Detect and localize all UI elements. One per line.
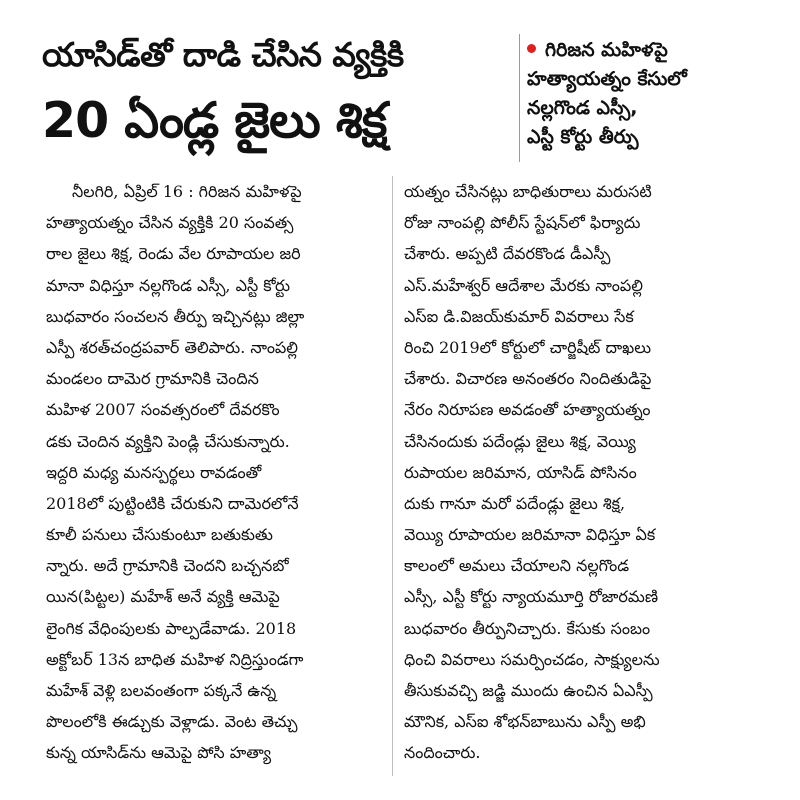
article-line: ఎస్సీ, ఎస్టీ కోర్టు న్యాయమూర్తి రోజారమణి — [404, 587, 659, 607]
article-line: తీసుకువచ్చి జడ్జి ముందు ఉంచిన ఏఎస్పీ — [404, 681, 653, 700]
article-line: రాల జైలు శిక్ష, రెండు వేల రూపాయల జరి — [46, 244, 301, 264]
article-line: 2018లో పుట్టింటికి చేరుకుని దామెరలోనే — [46, 493, 299, 513]
bullet-icon — [527, 44, 536, 53]
article-line: లైంగిక వేధింపులకు పాల్పడేవాడు. 2018 — [46, 618, 297, 638]
article-line: ఎస్ఐ డి.విజయ్‌కుమార్ వివరాలు సేక — [404, 306, 634, 326]
summary-box — [527, 36, 787, 152]
summary-line: ఎస్టీ కోర్టు తీర్పు — [527, 126, 639, 148]
article-column-left — [46, 176, 396, 769]
article-line: బుధవారం సంచలన తీర్పు ఇచ్చినట్లు జిల్లా — [46, 306, 305, 326]
article-line: రోజు నాంపల్లి పోలీస్ స్టేషన్‌లో ఫిర్యాదు — [404, 213, 641, 233]
column-divider — [392, 176, 393, 776]
article-line: చేశారు. అప్పటి దేవరకొండ డీఎస్పీ — [404, 244, 611, 264]
article-line: యత్నం చేసినట్లు బాధితురాలు మరుసటి — [404, 182, 652, 201]
article-line: మహిళ 2007 సంవత్సరంలో దేవరకొం — [46, 400, 280, 420]
article-line: యిన(పిట్టల) మహేశ్ అనే వ్యక్తి ఆమెపై — [46, 587, 280, 607]
headline — [42, 30, 532, 162]
article-line: నేరం నిరూపణ అవడంతో హత్యాయత్నం — [404, 400, 651, 420]
article-line: కున్న యాసిడ్‌ను ఆమెపై పోసి హత్యా — [46, 743, 272, 763]
article-line: చేశారు. విచారణ అనంతరం నిందితుడిపై — [404, 369, 652, 389]
article-line: రుపాయల జరిమాన, యాసిడ్ పోసినం — [404, 462, 637, 482]
article-line: నీలగిరి, ఏప్రిల్ 16 : గిరిజన మహిళపై — [72, 182, 302, 201]
summary-text: గిరిజన మహిళపై — [545, 39, 668, 61]
article-line: పొలంలోకి ఈడ్చుకు వెళ్లాడు. వెంట తెచ్చు — [46, 712, 298, 732]
headline-line-2: 20 ఏండ్ల జైలు శిక్ష — [42, 92, 387, 149]
article-column-right — [404, 176, 754, 769]
summary-line: హత్యాయత్నం కేసులో — [527, 68, 687, 90]
article-line: అక్టోబర్ 13న బాధిత మహిళ నిద్రిస్తుండగా — [46, 649, 304, 669]
article-line: మండలం దామెర గ్రామానికి చెందిన — [46, 369, 259, 389]
article-line: నందించారు. — [404, 743, 481, 763]
article-line: ఇద్దరి మధ్య మనస్పర్థలు రావడంతో — [46, 462, 262, 482]
article-line: హత్యాయత్నం చేసిన వ్యక్తికి 20 సంవత్స — [46, 213, 294, 233]
article-line: చేసినందుకు పదేండ్లు జైలు శిక్ష, వెయ్యి — [404, 431, 636, 451]
article-line: ఎస్.మహేశ్వర్ ఆదేశాల మేరకు నాంపల్లి — [404, 275, 643, 295]
article-line: రించి 2019లో కోర్టులో చార్జిషీట్ దాఖలు — [404, 337, 652, 357]
article-line: మహేశ్ వెళ్లి బలవంతంగా పక్కనే ఉన్న — [46, 681, 277, 700]
summary-line: నల్లగొండ ఎస్సీ, — [527, 97, 638, 119]
article-line: మౌనిక, ఎస్ఐ శోభన్‌బాబును ఎస్పీ అభి — [404, 712, 646, 732]
headline-divider — [519, 34, 520, 162]
summary-line — [527, 36, 787, 65]
article-line: మానా విధిస్తూ నల్లగొండ ఎస్సీ, ఎస్టీ కోర్టు — [46, 275, 291, 295]
headline-line-1: యాసిడ్‌తో దాడి చేసిన వ్యక్తికి — [42, 35, 404, 74]
article-line: వెయ్యి రూపాయల జరిమానా విధిస్తూ ఏక — [404, 525, 656, 545]
article-line: ఎస్పీ శరత్‌చంద్రపవార్ తెలిపారు. నాంపల్లి — [46, 337, 299, 357]
article-line: కూలీ పనులు చేసుకుంటూ బతుకుతు — [46, 525, 273, 545]
article-line: ధించి వివరాలు సమర్పించడం, సాక్ష్యులను — [404, 649, 660, 669]
article-line: దుకు గానూ మరో పదేండ్లు జైలు శిక్ష, — [404, 493, 626, 513]
article-line: న్నారు. అదే గ్రామానికి చెందని బచ్చనబో — [46, 556, 289, 576]
article-line: బుధవారం తీర్పునిచ్చారు. కేసుకు సంబం — [404, 618, 651, 638]
article-line: డకు చెందిన వ్యక్తిని పెండ్లి చేసుకున్నారు. — [46, 431, 290, 451]
article-line: కాలంలో అమలు చేయాలని నల్లగొండ — [404, 556, 630, 576]
